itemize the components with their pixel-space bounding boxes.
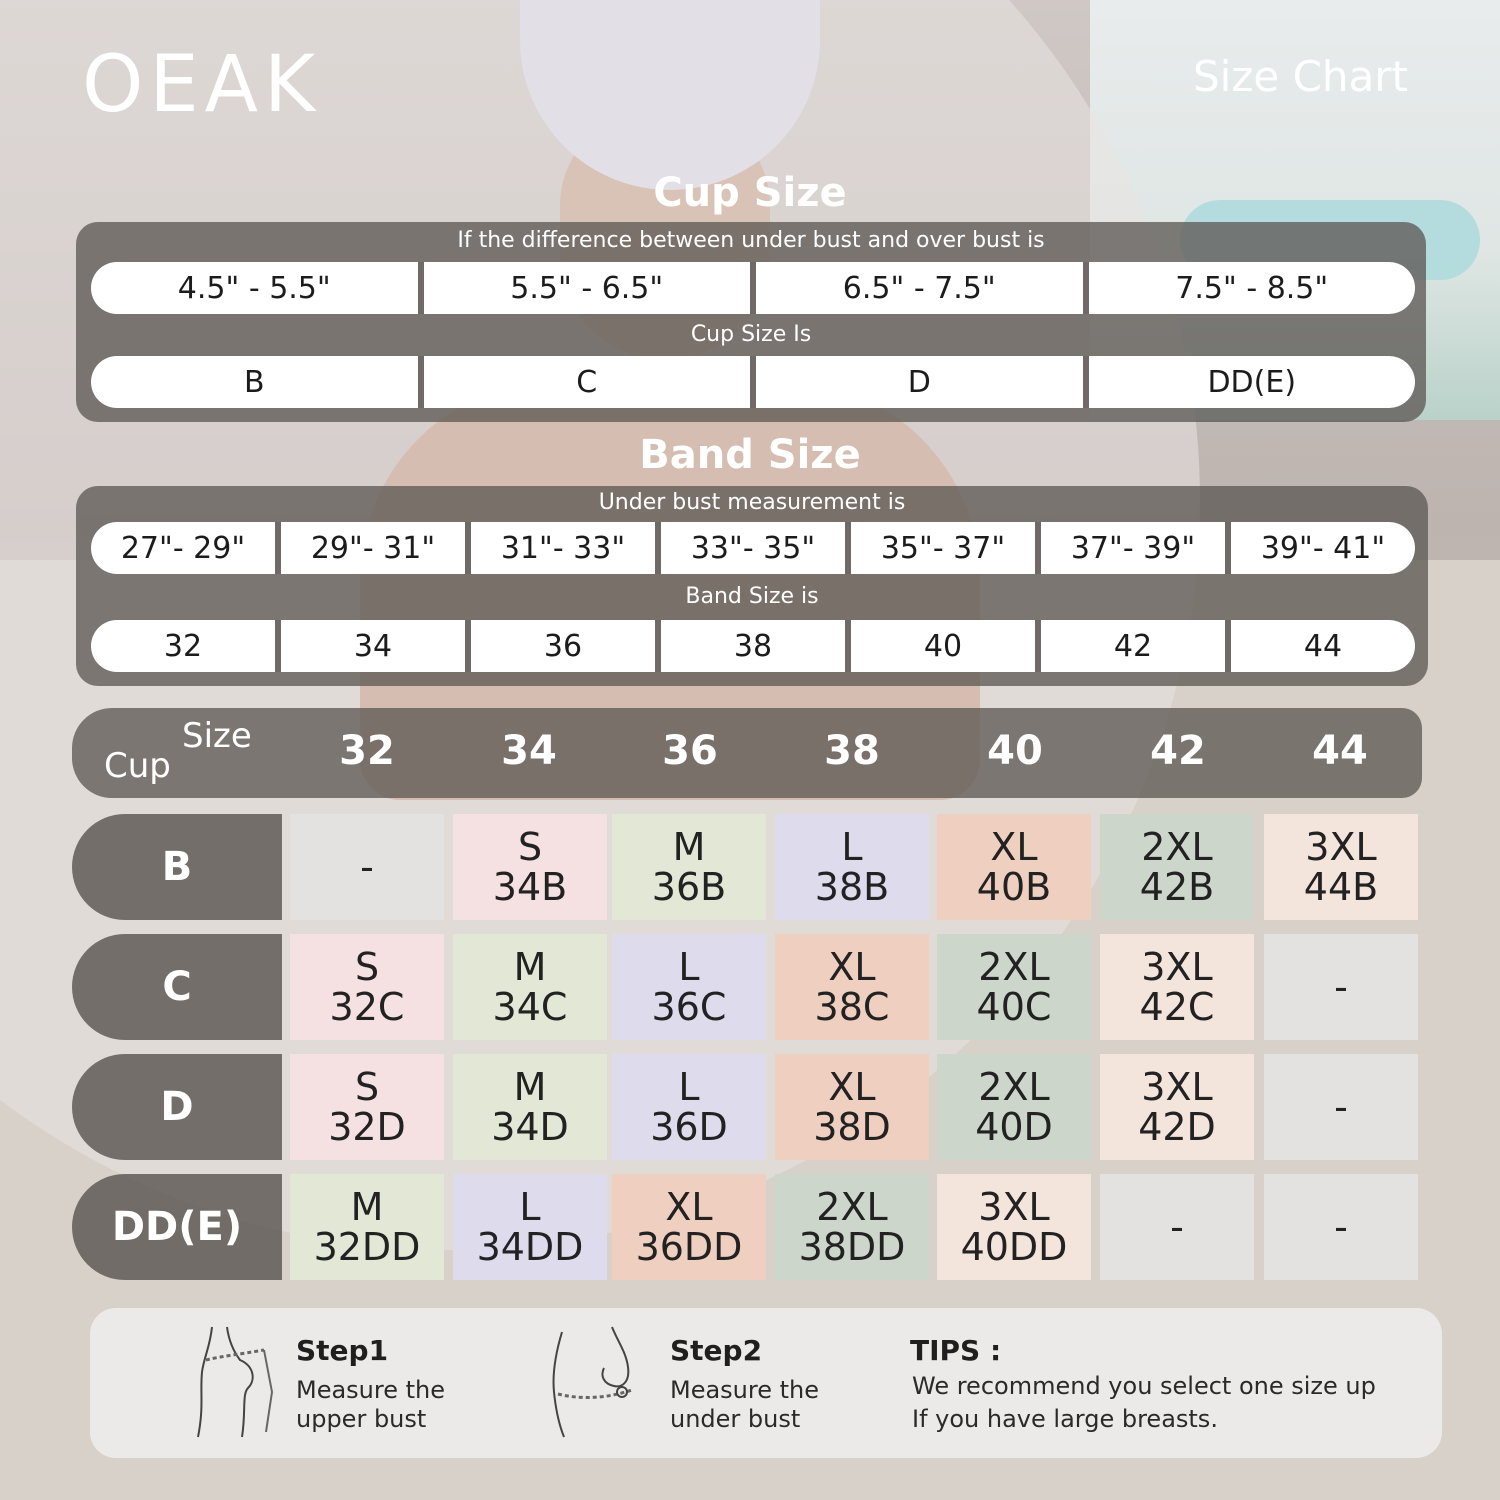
size-cell-code: 32DD	[313, 1225, 421, 1269]
size-cell	[1100, 1174, 1254, 1280]
brand-logo: OEAK	[82, 40, 322, 130]
cup-range-cell: 5.5" - 6.5"	[424, 262, 757, 314]
step2-line1: Measure the	[670, 1376, 820, 1404]
size-cell-letter: XL	[665, 1185, 713, 1229]
band-result-caption: Band Size is	[685, 584, 819, 609]
band-number-cell: 36	[471, 620, 661, 672]
step1-title: Step1	[296, 1334, 389, 1367]
cup-letter-cell: C	[424, 356, 757, 408]
size-cell	[612, 1054, 766, 1160]
step2-line2: under bust	[670, 1405, 801, 1433]
size-cell-letter: M	[513, 945, 547, 989]
cup-row-label: B	[72, 814, 282, 920]
size-cell	[290, 814, 444, 920]
band-range-cell: 33"- 35"	[661, 522, 851, 574]
band-number-cell: 42	[1041, 620, 1231, 672]
size-cell-code: 34B	[492, 865, 568, 909]
band-column-header: 44	[1312, 728, 1368, 774]
size-cell-code: 34D	[491, 1105, 569, 1149]
size-cell-letter: -	[1170, 1205, 1184, 1249]
size-cell-letter: L	[678, 945, 700, 989]
size-cell-letter: 3XL	[1141, 945, 1213, 989]
band-size-title: Band Size	[639, 432, 861, 478]
size-cell-code: 40C	[976, 985, 1052, 1029]
step2-title: Step2	[670, 1334, 763, 1367]
cup-diff-caption: If the difference between under bust and over bust is	[457, 228, 1045, 253]
step1-line1: Measure the	[296, 1376, 446, 1404]
band-column-header: 40	[987, 728, 1043, 774]
upper-bust-figure-icon	[182, 1322, 282, 1442]
cup-size-panel	[76, 222, 1426, 422]
band-column-header: 34	[501, 728, 557, 774]
size-cell	[453, 1054, 607, 1160]
measure-steps-panel	[90, 1308, 1442, 1458]
band-range-cell: 31"- 33"	[471, 522, 661, 574]
size-cell	[612, 934, 766, 1040]
size-cell-letter: S	[354, 1065, 380, 1109]
cup-range-cell: 4.5" - 5.5"	[91, 262, 424, 314]
band-range-cell: 39"- 41"	[1260, 530, 1386, 566]
size-cell	[1100, 1054, 1254, 1160]
size-cell-code: 42D	[1138, 1105, 1216, 1149]
size-cell	[453, 814, 607, 920]
size-cell-letter: 2XL	[978, 1065, 1050, 1109]
cup-letter-cell: B	[91, 356, 424, 408]
size-cell-letter: 2XL	[816, 1185, 888, 1229]
size-cell-letter: -	[360, 845, 374, 889]
size-cell-code: 40B	[976, 865, 1052, 909]
cup-result-caption: Cup Size Is	[690, 322, 812, 347]
band-range-cell: 27"- 29"	[91, 522, 281, 574]
size-cell	[1264, 1054, 1418, 1160]
size-cell-letter: 2XL	[1141, 825, 1213, 869]
cup-size-title: Cup Size	[653, 170, 847, 216]
size-cell-letter: M	[350, 1185, 384, 1229]
size-cell	[290, 1174, 444, 1280]
size-cell	[937, 934, 1091, 1040]
size-cell	[1100, 814, 1254, 920]
cup-letter-cell: D	[756, 356, 1089, 408]
corner-cup-label: Cup	[104, 746, 171, 786]
size-cell-letter: L	[678, 1065, 700, 1109]
size-cell-letter: XL	[990, 825, 1038, 869]
size-cell-code: 38D	[813, 1105, 891, 1149]
band-size-panel	[76, 486, 1428, 686]
size-cell	[775, 1054, 929, 1160]
size-cell-letter: L	[841, 825, 863, 869]
size-cell	[1100, 934, 1254, 1040]
band-number-cell: 32	[91, 620, 281, 672]
size-cell-code: 42C	[1139, 985, 1215, 1029]
size-cell-code: 36DD	[635, 1225, 743, 1269]
size-cell-letter: 3XL	[1305, 825, 1377, 869]
cup-letter-row	[91, 356, 1415, 408]
band-range-row	[91, 522, 1415, 574]
size-cell	[290, 1054, 444, 1160]
tips-line2: If you have large breasts.	[912, 1405, 1218, 1433]
corner-size-label: Size	[182, 716, 252, 756]
cup-range-cell: 7.5" - 8.5"	[1175, 270, 1329, 306]
band-number-cell: 40	[851, 620, 1041, 672]
size-cell-code: 40DD	[960, 1225, 1068, 1269]
cup-row-label: C	[72, 934, 282, 1040]
size-cell-letter: 3XL	[978, 1185, 1050, 1229]
size-cell-code: 34DD	[476, 1225, 584, 1269]
size-cell	[453, 934, 607, 1040]
size-cell-code: 40D	[975, 1105, 1053, 1149]
cup-range-cell: 6.5" - 7.5"	[756, 262, 1089, 314]
size-cell-code: 38C	[814, 985, 890, 1029]
size-cell-letter: M	[513, 1065, 547, 1109]
chart-title: Size Chart	[1193, 52, 1408, 101]
band-range-cell: 29"- 31"	[281, 522, 471, 574]
size-table-header	[72, 708, 1422, 798]
size-cell	[1264, 1174, 1418, 1280]
band-range-cell: 37"- 39"	[1041, 522, 1231, 574]
band-number-cell: 34	[281, 620, 471, 672]
band-column-header: 42	[1150, 728, 1206, 774]
size-cell-code: 38DD	[798, 1225, 906, 1269]
size-cell	[1264, 934, 1418, 1040]
size-cell-code: 36C	[651, 985, 727, 1029]
size-cell-letter: 2XL	[978, 945, 1050, 989]
cup-row-label: D	[72, 1054, 282, 1160]
size-cell	[453, 1174, 607, 1280]
band-column-header: 32	[339, 728, 395, 774]
tips-line1: We recommend you select one size up	[912, 1372, 1376, 1400]
size-cell	[775, 1174, 929, 1280]
size-cell	[1264, 814, 1418, 920]
cup-letter-cell: DD(E)	[1207, 364, 1297, 400]
band-column-header: 36	[662, 728, 718, 774]
size-cell-code: 36B	[651, 865, 727, 909]
cup-range-row	[91, 262, 1415, 314]
size-cell	[775, 814, 929, 920]
size-cell-letter: XL	[828, 945, 876, 989]
band-number-cell: 38	[661, 620, 851, 672]
size-cell	[937, 814, 1091, 920]
size-cell	[937, 1054, 1091, 1160]
size-cell-code: 36D	[650, 1105, 728, 1149]
band-number-row	[91, 620, 1415, 672]
size-cell	[290, 934, 444, 1040]
size-cell-letter: -	[1334, 1085, 1348, 1129]
size-cell	[612, 814, 766, 920]
size-cell-letter: M	[672, 825, 706, 869]
size-cell-letter: L	[519, 1185, 541, 1229]
size-cell-code: 32C	[329, 985, 405, 1029]
under-bust-figure-icon	[542, 1322, 642, 1442]
step1-line2: upper bust	[296, 1405, 427, 1433]
size-cell-letter: S	[354, 945, 380, 989]
size-cell-code: 34C	[492, 985, 568, 1029]
tips-title: TIPS :	[910, 1334, 1002, 1367]
band-range-cell: 35"- 37"	[851, 522, 1041, 574]
size-cell-letter: S	[517, 825, 543, 869]
size-cell	[937, 1174, 1091, 1280]
band-measure-caption: Under bust measurement is	[598, 490, 906, 515]
band-number-cell: 44	[1303, 628, 1343, 664]
size-cell-letter: 3XL	[1141, 1065, 1213, 1109]
size-cell	[612, 1174, 766, 1280]
size-cell-letter: XL	[828, 1065, 876, 1109]
size-cell-code: 32D	[328, 1105, 406, 1149]
cup-row-label: DD(E)	[72, 1174, 282, 1280]
size-cell-code: 44B	[1303, 865, 1379, 909]
band-column-header: 38	[824, 728, 880, 774]
size-cell	[775, 934, 929, 1040]
size-cell-code: 38B	[814, 865, 890, 909]
size-cell-code: 42B	[1139, 865, 1215, 909]
size-cell-letter: -	[1334, 1205, 1348, 1249]
size-cell-letter: -	[1334, 965, 1348, 1009]
